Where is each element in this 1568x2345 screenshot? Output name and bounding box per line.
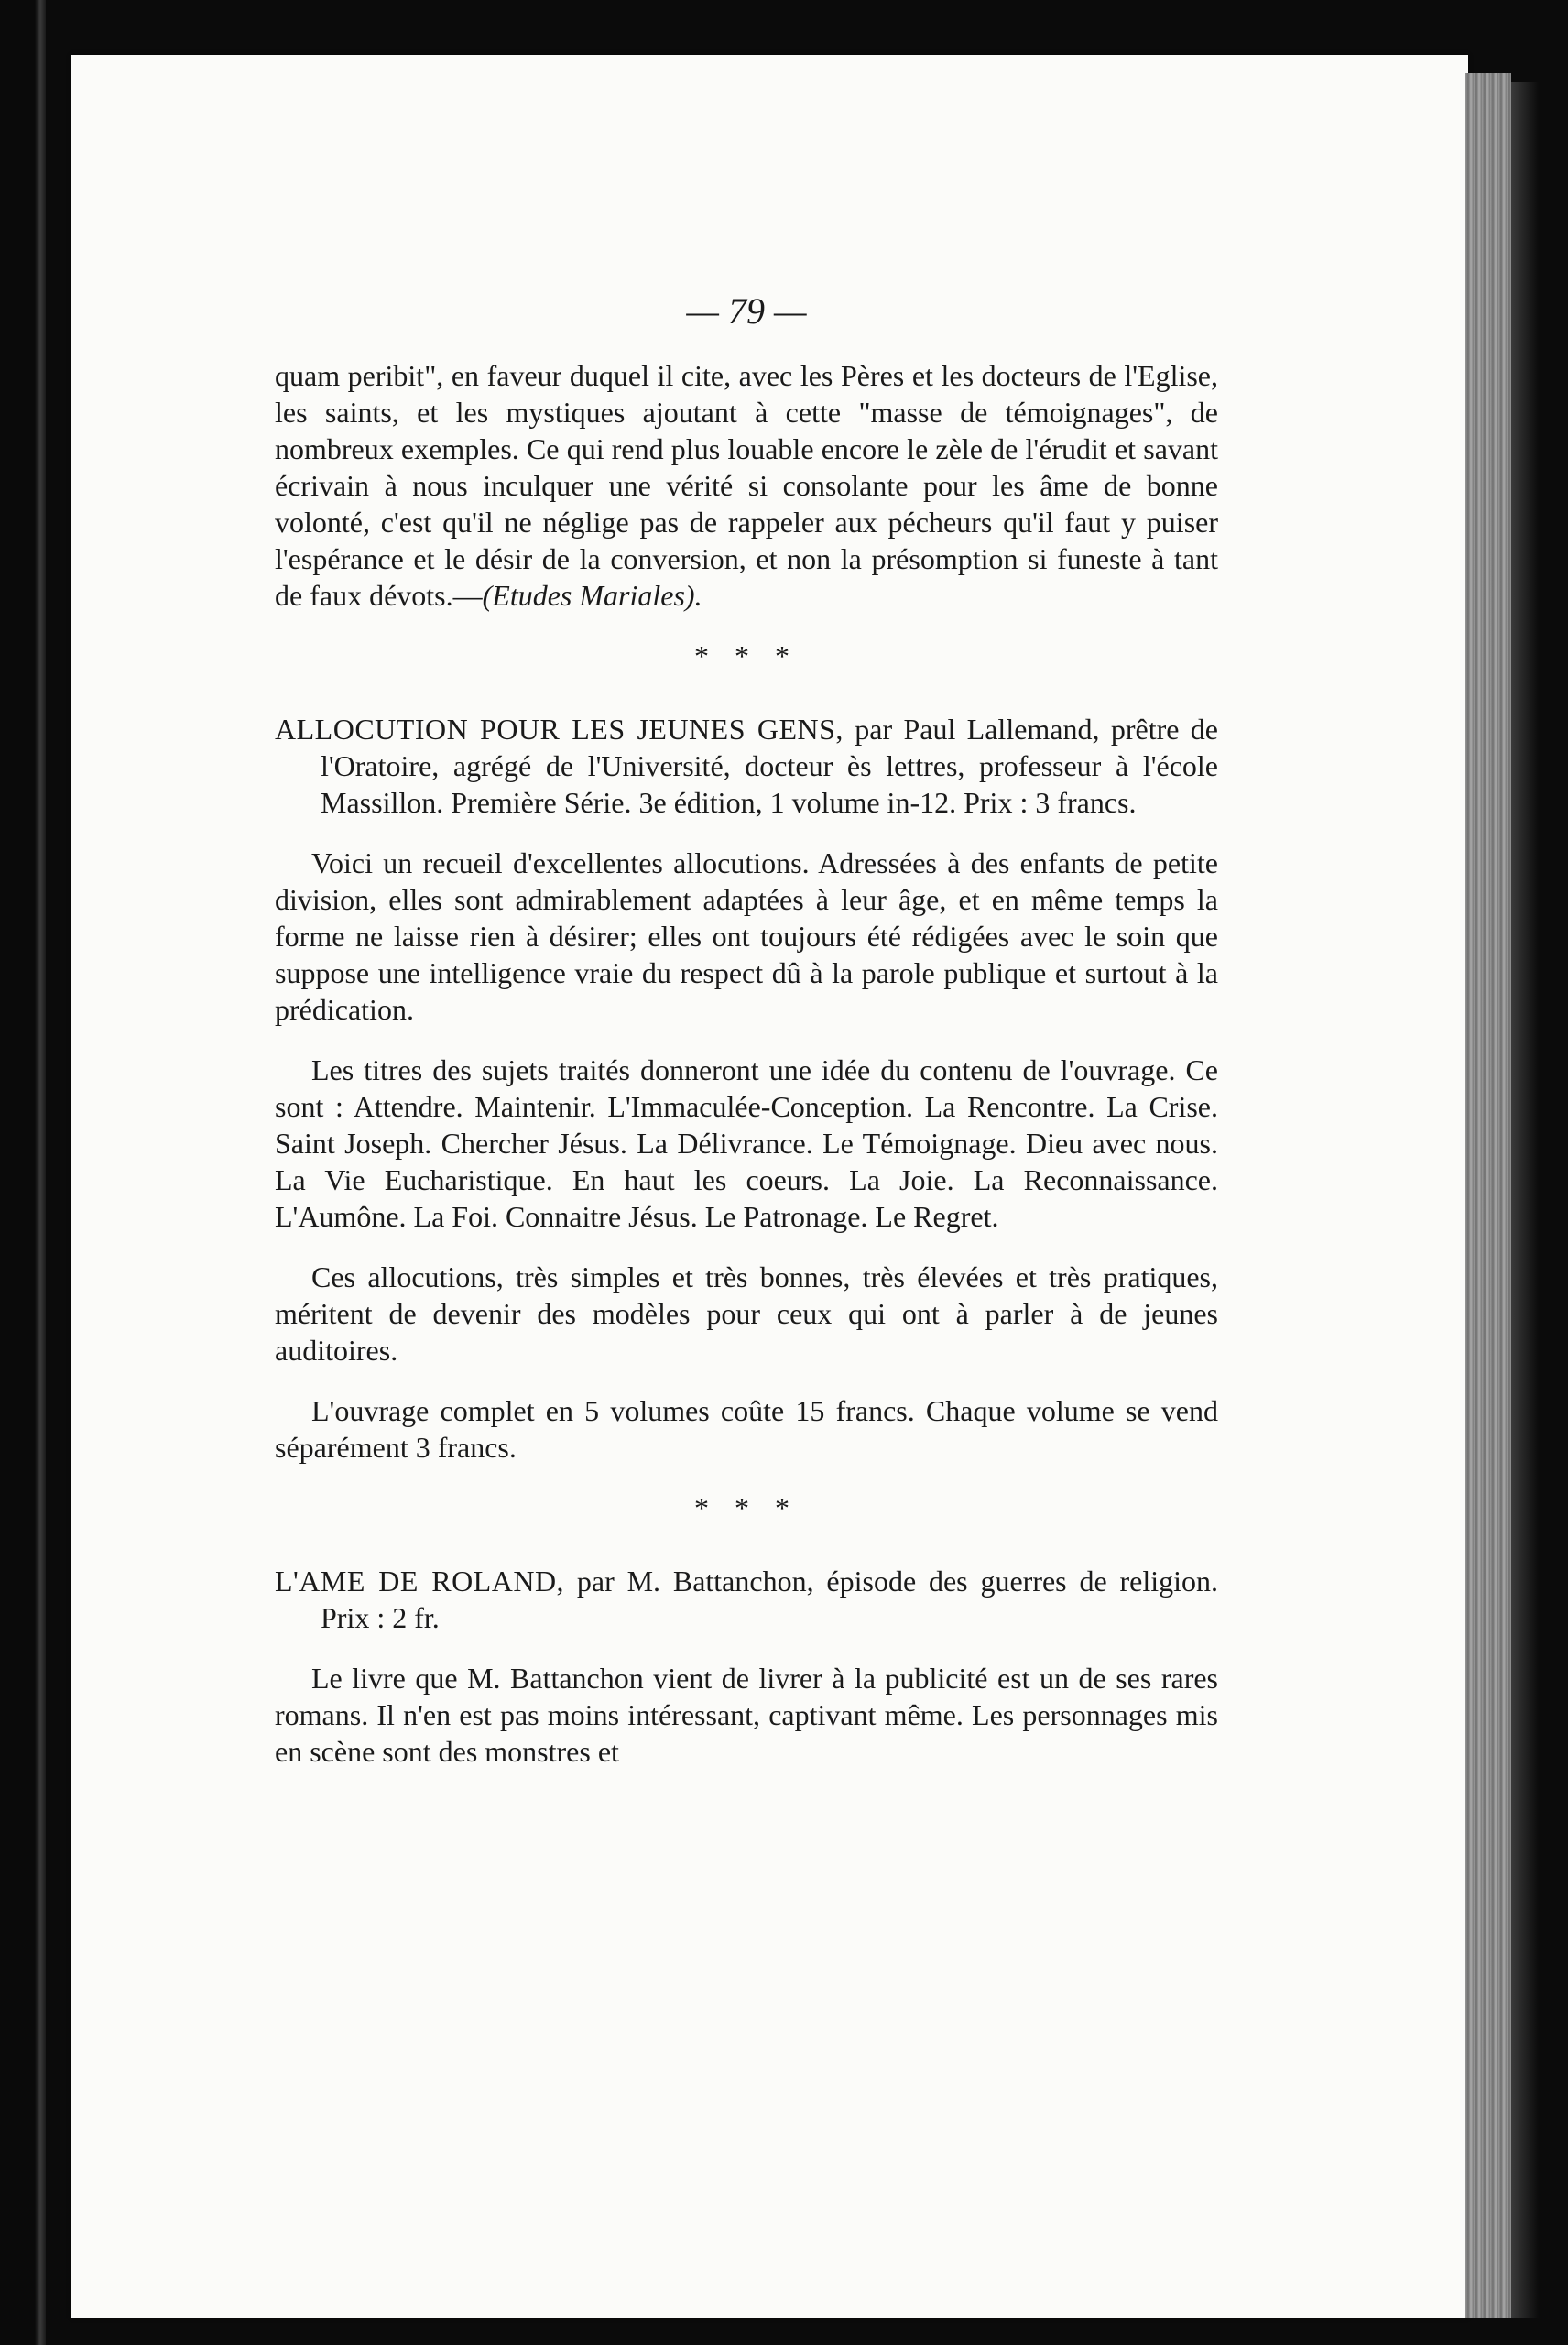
review1-title: ALLOCUTION POUR LES JEUNES GENS, [275, 713, 844, 746]
intro-paragraph [275, 357, 1218, 614]
section-separator: * * * [694, 1491, 799, 1524]
review1-heading-rest: par Paul Lallemand, prêtre de l'Oratoire, agrégé de l'Université, docteur ès lettres, professeur à l'école Massillon. Première Série. 3e édition, 1 volume in-12. Prix : 3 francs. [321, 713, 1219, 819]
review1-paragraph: Ces allocutions, très simples et très bonnes, très élevées et très pratiques, méritent de devenir des modèles pour ceux qui ont à parler à de jeunes auditoires. [275, 1260, 1218, 1367]
page-edges [1465, 73, 1511, 2318]
page-number: — 79 — [686, 290, 807, 332]
review1-paragraph: L'ouvrage complet en 5 volumes coûte 15 francs. Chaque volume se vend séparément 3 francs. [275, 1394, 1218, 1464]
page-content [275, 290, 1219, 1794]
review2-paragraph: Le livre que M. Battanchon vient de livrer à la publicité est un de ses rares romans. Il n'en est pas moins intéressant, captivant même. Les personnages mis en scène sont des monstres et [275, 1662, 1218, 1768]
review2-title: L'AME DE ROLAND, [275, 1565, 565, 1598]
review1-paragraph: Les titres des sujets traités donneront une idée du contenu de l'ouvrage. Ce sont : Attendre. Maintenir. L'Immaculée-Conception. La Rencontre. La Crise. Saint Joseph. Chercher Jésus. La Délivrance. Le Témoignage. Dieu avec nous. La Vie Eucharistique. En haut les coeurs. La Joie. La Reconnaissance. L'Aumône. La Foi. Connaitre Jésus. Le Patronage. Le Regret. [275, 1053, 1218, 1233]
intro-source: (Etudes Mariales). [482, 579, 702, 612]
review1-heading [275, 711, 1218, 821]
section-separator: * * * [694, 639, 799, 672]
book-cover-edge [1511, 82, 1539, 2318]
review1-paragraph: Voici un recueil d'excellentes allocutions. Adressées à des enfants de petite division, elles sont admirablement adaptées à leur âge, et en même temps la forme ne laisse rien à désirer; elles ont toujours été rédigées avec le soin que suppose une intelligence vraie du respect dû à la parole publique et surtout à la prédication. [275, 846, 1218, 1026]
book-spine [0, 0, 46, 2345]
review2-heading [275, 1563, 1218, 1636]
review2-heading-rest: par M. Battanchon, épisode des guerres de religion. Prix : 2 fr. [321, 1565, 1219, 1634]
intro-text: quam peribit", en faveur duquel il cite, avec les Pères et les docteurs de l'Eglise, les saints, et les mystiques ajoutant à cette "masse de témoignages", de nombreux exemples. Ce qui rend plus louable encore le zèle de l'érudit et savant écrivain à nous inculquer une vérité si consolante pour les âme de bonne volonté, c'est qu'il ne néglige pas de rappeler aux pécheurs qu'il faut y puiser l'espérance et le désir de la conversion, et non la présomption si funeste à tant de faux dévots.— [275, 359, 1218, 612]
